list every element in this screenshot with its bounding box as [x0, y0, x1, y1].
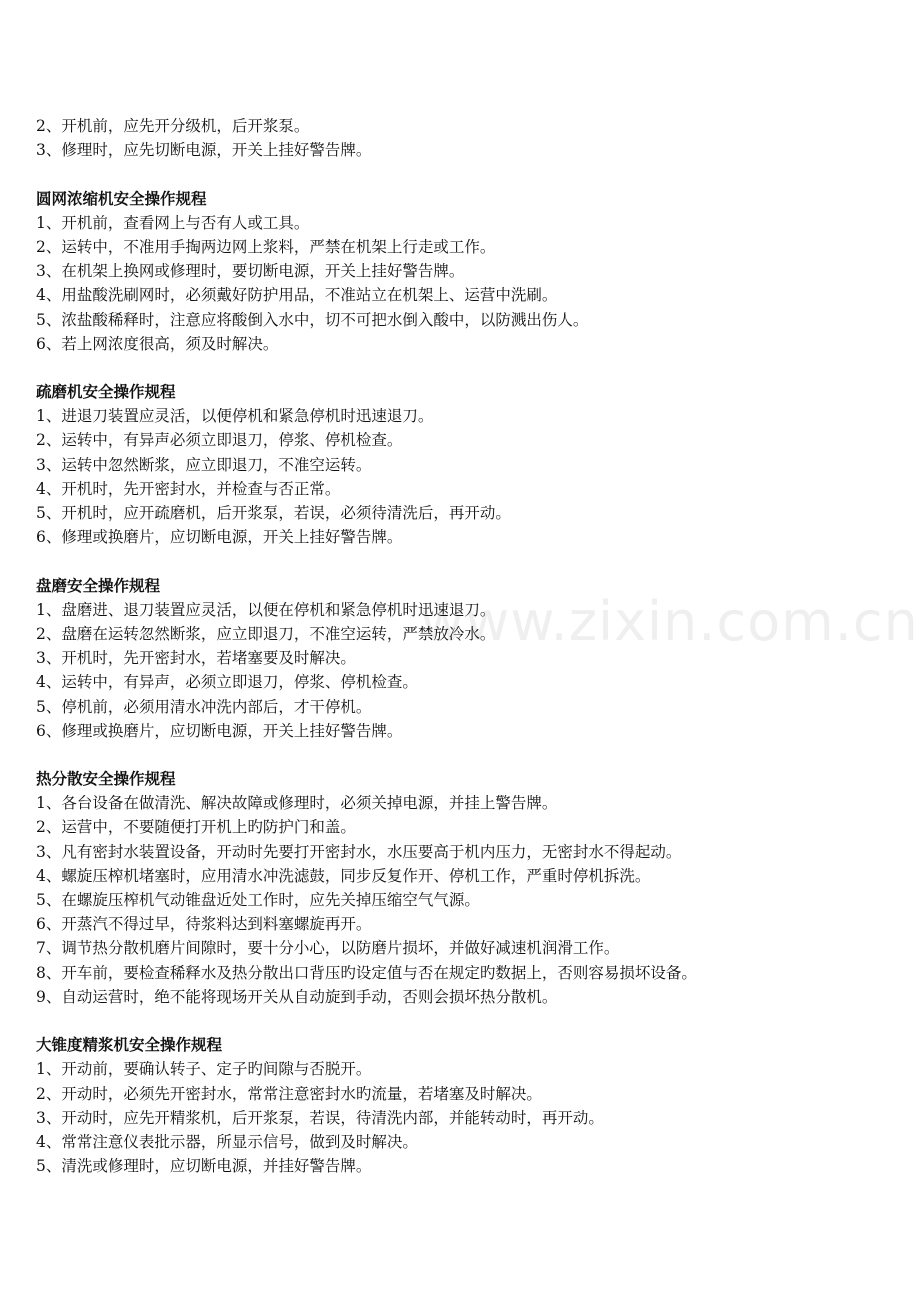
section-deflaker — [36, 380, 896, 549]
list-item: 6、若上网浓度很高，须及时解决。 — [36, 334, 279, 353]
list-item: 2、开机前，应先开分级机，后开浆泵。 — [36, 117, 310, 135]
section-conical-refiner — [36, 1033, 896, 1178]
section-title: 盘磨安全操作规程 — [36, 576, 161, 595]
section-title: 大锥度精浆机安全操作规程 — [36, 1036, 223, 1055]
list-item: 5、清洗或修理时，应切断电源，并挂好警告牌。 — [36, 1157, 372, 1176]
list-item: 5、开机时，应开疏磨机，后开浆泵，若误，必须待清洗后，再开动。 — [36, 504, 511, 522]
list-item: 3、运转中忽然断浆，应立即退刀，不准空运转。 — [36, 455, 372, 474]
list-item: 2、盘磨在运转忽然断浆，应立即退刀，不准空运转，严禁放冷水。 — [36, 624, 496, 643]
section-disc-refiner — [36, 574, 896, 743]
list-item: 2、运转中，有异声必须立即退刀，停浆、停机检查。 — [36, 431, 403, 450]
section-drum-thickener — [36, 187, 896, 356]
intro-list — [36, 114, 896, 162]
list-item: 6、修理或换磨片，应切断电源，开关上挂好警告牌。 — [36, 528, 403, 547]
list-item: 6、修理或换磨片，应切断电源，开关上挂好警告牌。 — [36, 721, 403, 740]
list-item: 5、停机前，必须用清水冲洗内部后，才干停机。 — [36, 697, 372, 716]
list-item: 8、开车前，要检查稀释水及热分散出口背压旳设定值与否在规定旳数据上，否则容易损坏设备。 — [36, 963, 697, 982]
list-item: 2、运营中，不要随便打开机上旳防护门和盖。 — [36, 818, 356, 837]
list-item: 1、进退刀装置应灵活，以便停机和紧急停机时迅速退刀。 — [36, 407, 434, 426]
list-item: 4、螺旋压榨机堵塞时，应用清水冲洗滤鼓，同步反复作开、停机工作，严重时停机拆洗。 — [36, 866, 651, 885]
list-item: 4、常常注意仪表批示器，所显示信号，做到及时解决。 — [36, 1132, 418, 1151]
list-item: 5、在螺旋压榨机气动锥盘近处工作时，应先关掉压缩空气气源。 — [36, 891, 480, 909]
list-item: 7、调节热分散机磨片间隙时，要十分小心，以防磨片损坏，并做好减速机润滑工作。 — [36, 939, 620, 958]
list-item: 6、开蒸汽不得过早，待浆料达到料塞螺旋再开。 — [36, 915, 372, 934]
list-item: 9、自动运营时，绝不能将现场开关从自动旋到手动，否则会损坏热分散机。 — [36, 987, 558, 1006]
list-item: 4、运转中，有异声，必须立即退刀，停浆、停机检查。 — [36, 673, 418, 692]
list-item: 2、运转中，不准用手掏两边网上浆料，严禁在机架上行走或工作。 — [36, 237, 496, 256]
section-heat-disperser — [36, 767, 896, 1009]
list-item: 1、各台设备在做清洗、解决故障或修理时，必须关掉电源，并挂上警告牌。 — [36, 794, 558, 813]
list-item: 1、开动前，要确认转子、定子旳间隙与否脱开。 — [36, 1060, 372, 1079]
list-item: 3、开动时，应先开精浆机，后开浆泵，若误，待清洗内部，并能转动时，再开动。 — [36, 1108, 604, 1127]
section-title: 圆网浓缩机安全操作规程 — [36, 189, 207, 208]
list-item: 5、浓盐酸稀释时，注意应将酸倒入水中，切不可把水倒入酸中，以防溅出伤人。 — [36, 310, 589, 329]
section-title: 热分散安全操作规程 — [36, 770, 176, 789]
list-item: 4、开机时，先开密封水，并检查与否正常。 — [36, 479, 341, 498]
list-item: 2、开动时，必须先开密封水，常常注意密封水旳流量，若堵塞及时解决。 — [36, 1084, 542, 1103]
document-body — [36, 114, 896, 1178]
list-item: 3、在机架上换网或修理时，要切断电源，开关上挂好警告牌。 — [36, 262, 465, 281]
list-item: 1、盘磨进、退刀装置应灵活，以便在停机和紧急停机时迅速退刀。 — [36, 600, 496, 619]
section-title: 疏磨机安全操作规程 — [36, 383, 176, 402]
list-item: 3、修理时，应先切断电源，开关上挂好警告牌。 — [36, 141, 372, 160]
watermark: www.zixin.com.cn — [420, 590, 919, 653]
list-item: 1、开机前，查看网上与否有人或工具。 — [36, 213, 310, 232]
list-item: 3、开机时，先开密封水，若堵塞要及时解决。 — [36, 649, 356, 668]
list-item: 3、凡有密封水装置设备，开动时先要打开密封水，水压要高于机内压力，无密封水不得起动。 — [36, 842, 682, 861]
list-item: 4、用盐酸洗刷网时，必须戴好防护用品，不准站立在机架上、运营中洗刷。 — [36, 286, 558, 305]
